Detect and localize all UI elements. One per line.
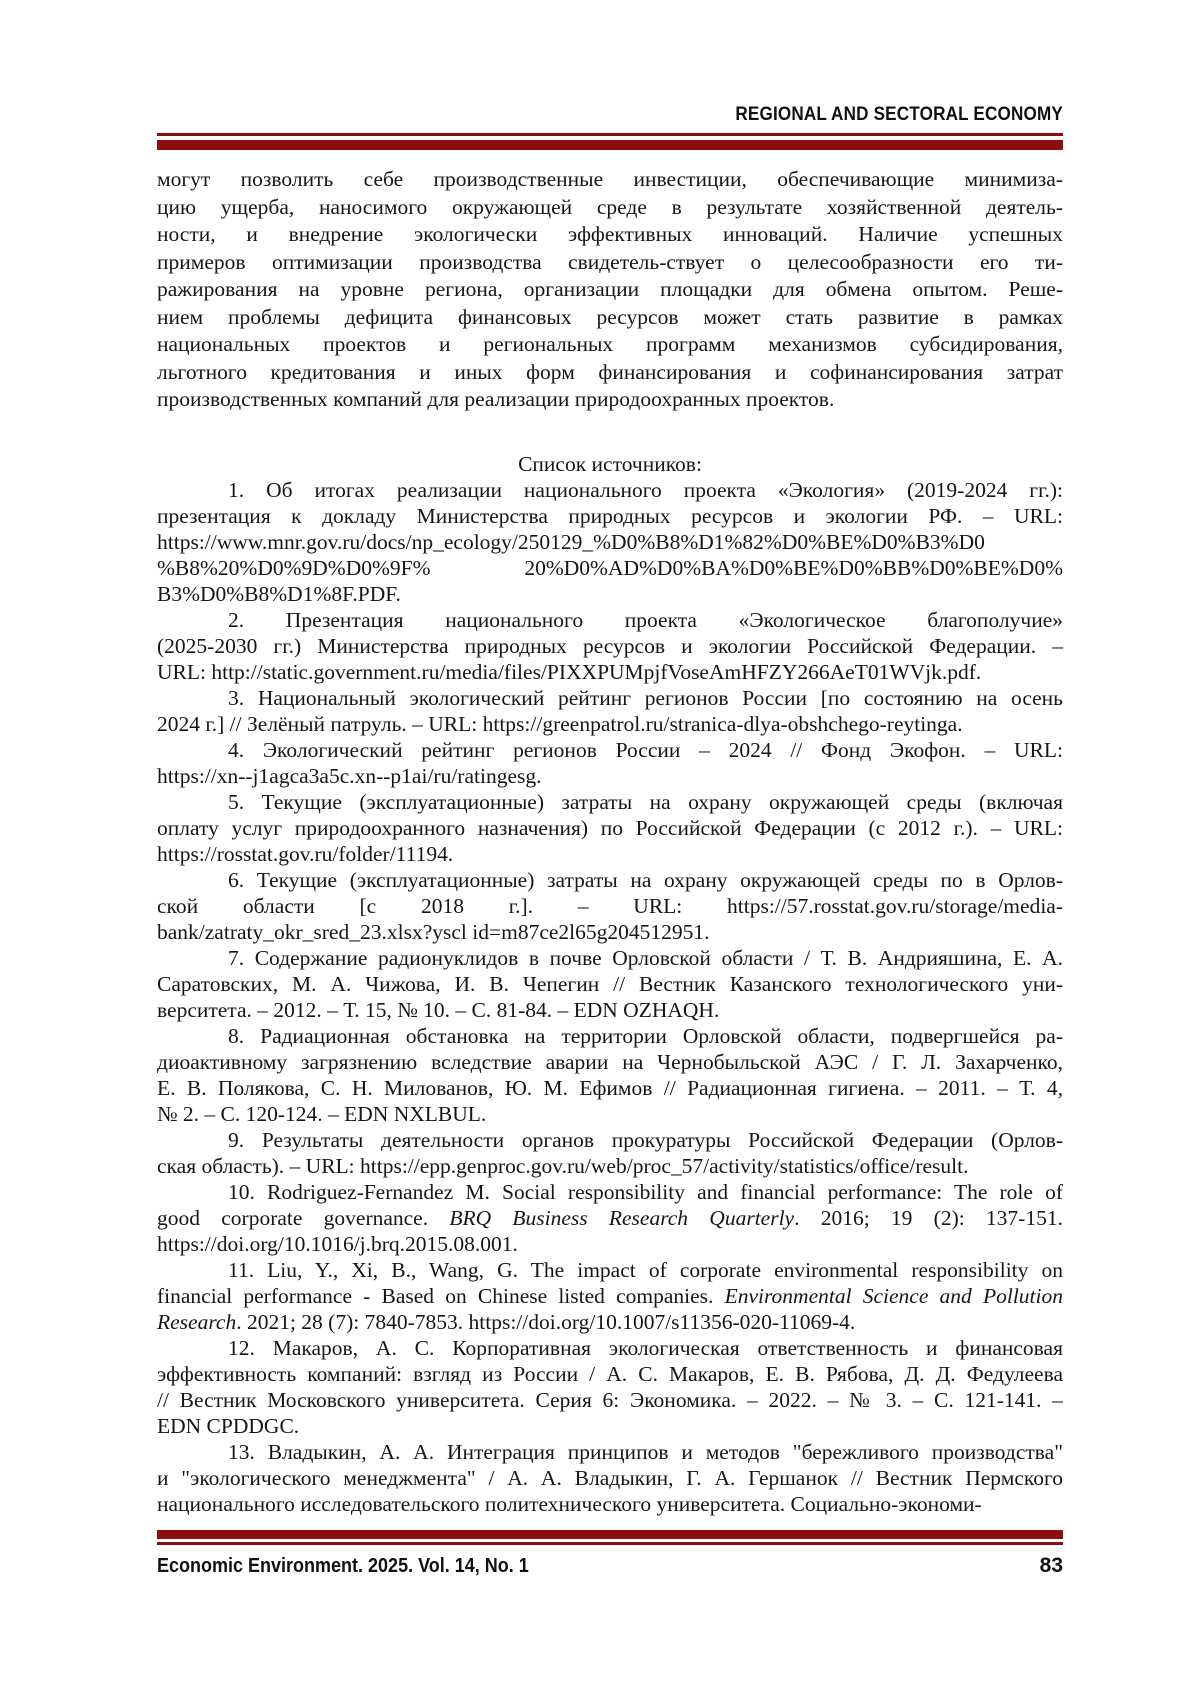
text-line: (2025-2030 гг.) Министерства природных ресурсов и экологии Российской Федерации. –	[157, 633, 1063, 658]
text-line: ская область). – URL: https://epp.genproc.gov.ru/web/proc_57/activity/statistics/office/result.	[157, 1153, 969, 1178]
text-line: 6. Текущие (эксплуатационные) затраты на охрану окружающей среды по в Орлов-	[228, 867, 1063, 892]
references-list	[157, 477, 1063, 1517]
text-line: 9. Результаты деятельности органов прокуратуры Российской Федерации (Орлов-	[228, 1127, 1063, 1152]
text-line: Саратовских, М. А. Чижова, И. В. Чепегин // Вестник Казанского технологического уни-	[157, 971, 1063, 996]
text-line: производственных компаний для реализации природоохранных проектов.	[157, 387, 835, 411]
footer-row	[157, 1554, 1063, 1578]
reference-item	[157, 1127, 1063, 1179]
text-segment: . 2021; 28 (7): 7840-7853. https://doi.org/10.1007/s11356-020-11069-4.	[236, 1309, 856, 1334]
page-number: 83	[1039, 1554, 1063, 1577]
reference-item	[157, 685, 1063, 737]
text-line: Е. В. Полякова, С. Н. Милованов, Ю. М. Ефимов // Радиационная гигиена. – 2011. – Т. 4,	[157, 1075, 1063, 1100]
reference-item	[157, 1023, 1063, 1127]
reference-item	[157, 477, 1063, 607]
text-line: 7. Содержание радионуклидов в почве Орловской области / Т. В. Андрияшина, Е. А.	[228, 945, 1063, 970]
text-line: https://doi.org/10.1016/j.brq.2015.08.001.	[157, 1231, 518, 1256]
text-line: bank/zatraty_okr_sred_23.xlsx?yscl id=m87ce2l65g204512951.	[157, 919, 710, 944]
page-header	[0, 0, 1200, 150]
text-line: 10. Rodriguez-Fernandez M. Social responsibility and financial performance: The role of	[228, 1179, 1063, 1204]
references-heading: Список источников:	[518, 451, 702, 476]
reference-item	[157, 945, 1063, 1023]
text-line	[157, 1283, 1063, 1309]
text-line: // Вестник Московского университета. Серия 6: Экономика. – 2022. – № 3. – С. 121-141. –	[157, 1387, 1063, 1412]
text-line: https://rosstat.gov.ru/folder/11194.	[157, 841, 454, 866]
text-line: 2. Презентация национального проекта «Экологическое благополучие»	[228, 607, 1063, 632]
footer-rule-thin	[157, 1542, 1063, 1545]
reference-item	[157, 1179, 1063, 1257]
text-line: национального исследовательского политехнического университета. Социально-экономи-	[157, 1491, 982, 1516]
reference-item	[157, 607, 1063, 685]
text-line: 11. Liu, Y., Xi, B., Wang, G. The impact of corporate environmental responsibility on	[228, 1257, 1063, 1282]
header-rule	[157, 133, 1063, 150]
reference-item	[157, 789, 1063, 867]
header-rule-thick	[157, 140, 1063, 150]
text-line: могут позволить себе производственные инвестиции, обеспечивающие минимиза-	[157, 167, 1063, 191]
text-line: национальных проектов и региональных программ механизмов субсидирования,	[157, 332, 1063, 356]
text-line: оплату услуг природоохранного назначения) по Российской Федерации (с 2012 г.). – URL:	[157, 815, 1063, 840]
footer-rule-thick	[157, 1530, 1063, 1539]
text-line: 3. Национальный экологический рейтинг регионов России [по состоянию на осень	[228, 685, 1063, 710]
text-line: B3%D0%B8%D1%8F.PDF.	[157, 581, 401, 606]
text-line: 8. Радиационная обстановка на территории Орловской области, подвергшейся ра-	[228, 1023, 1063, 1048]
text-segment: financial performance - Based on Chinese listed companies.	[157, 1283, 725, 1308]
journal-citation: Economic Environment. 2025. Vol. 14, No. 1	[157, 1555, 529, 1577]
text-segment: . 2016; 19 (2): 137-151.	[794, 1205, 1063, 1230]
text-line: нием проблемы дефицита финансовых ресурсов может стать развитие в рамках	[157, 304, 1063, 329]
italic-text: BRQ Business Research Quarterly	[449, 1205, 795, 1230]
reference-item	[157, 867, 1063, 945]
text-line: эффективность компаний: взгляд из России / А. С. Макаров, Е. В. Рябова, Д. Д. Федулеева	[157, 1361, 1063, 1386]
text-segment: good corporate governance.	[157, 1205, 450, 1230]
text-line: 2024 г.] // Зелёный патруль. – URL: https://greenpatrol.ru/stranica-dlya-obshchego-reytinga.	[157, 711, 963, 736]
text-line: EDN CPDDGC.	[157, 1413, 300, 1438]
text-line: презентация к докладу Министерства природных ресурсов и экологии РФ. – URL:	[157, 503, 1063, 528]
text-line: № 2. – С. 120-124. – EDN NXLBUL.	[157, 1101, 487, 1126]
text-line: 13. Владыкин, А. А. Интеграция принципов и методов "бережливого производства"	[228, 1439, 1063, 1464]
reference-item	[157, 1257, 1063, 1335]
body-paragraph	[157, 166, 1063, 414]
text-line: 5. Текущие (эксплуатационные) затраты на охрану окружающей среды (включая	[228, 789, 1063, 814]
text-line: ности, и внедрение экологически эффективных инноваций. Наличие успешных	[157, 222, 1063, 246]
text-line: 12. Макаров, А. С. Корпоративная экологическая ответственность и финансовая	[228, 1335, 1063, 1360]
text-line: ражирования на уровне региона, организации площадки для обмена опытом. Реше-	[157, 277, 1063, 301]
text-line: верситета. – 2012. – Т. 15, № 10. – С. 81-84. – EDN OZHAQH.	[157, 997, 720, 1022]
text-line: диоактивному загрязнению вследствие аварии на Чернобыльской АЭС / Г. Л. Захарченко,	[157, 1049, 1063, 1074]
text-line: 1. Об итогах реализации национального проекта «Экология» (2019-2024 гг.):	[228, 477, 1063, 502]
text-line	[157, 1309, 1063, 1335]
text-line: https://xn--j1agca3a5c.xn--p1ai/ru/ratingesg.	[157, 763, 542, 788]
text-line: примеров оптимизации производства свидетель-ствует о целесообразности его ти-	[157, 249, 1063, 274]
reference-item	[157, 1335, 1063, 1439]
text-line	[157, 1205, 1063, 1231]
section-title: REGIONAL AND SECTORAL ECONOMY	[735, 104, 1063, 125]
text-line: и "экологического менеджмента" / А. А. Владыкин, Г. А. Гершанок // Вестник Пермского	[157, 1465, 1063, 1490]
page-footer	[157, 1530, 1063, 1578]
text-line: ской области [с 2018 г.]. – URL: https://57.rosstat.gov.ru/storage/media-	[157, 893, 1063, 918]
text-line: льготного кредитования и иных форм финансирования и софинансирования затрат	[157, 359, 1063, 384]
italic-text: Environmental Science and Pollution	[724, 1283, 1063, 1308]
text-line: https://www.mnr.gov.ru/docs/np_ecology/250129_%D0%B8%D1%82%D0%BE%D0%B3%D0	[157, 529, 985, 554]
text-line: URL: http://static.government.ru/media/files/PIXXPUMpjfVoseAmHFZY266AeT01WVjk.pdf.	[157, 659, 982, 684]
footer-rule	[157, 1530, 1063, 1545]
reference-item	[157, 737, 1063, 789]
text-line: цию ущерба, наносимого окружающей среде в результате хозяйственной деятель-	[157, 194, 1063, 219]
italic-text: Research	[157, 1309, 237, 1334]
page-content	[0, 150, 1200, 1517]
reference-item	[157, 1439, 1063, 1517]
text-line: %B8%20%D0%9D%D0%9F% 20%D0%AD%D0%BA%D0%BE%D0%BB%D0%BE%D0%	[157, 555, 1063, 580]
text-line: 4. Экологический рейтинг регионов России – 2024 // Фонд Экофон. – URL:	[228, 737, 1063, 762]
